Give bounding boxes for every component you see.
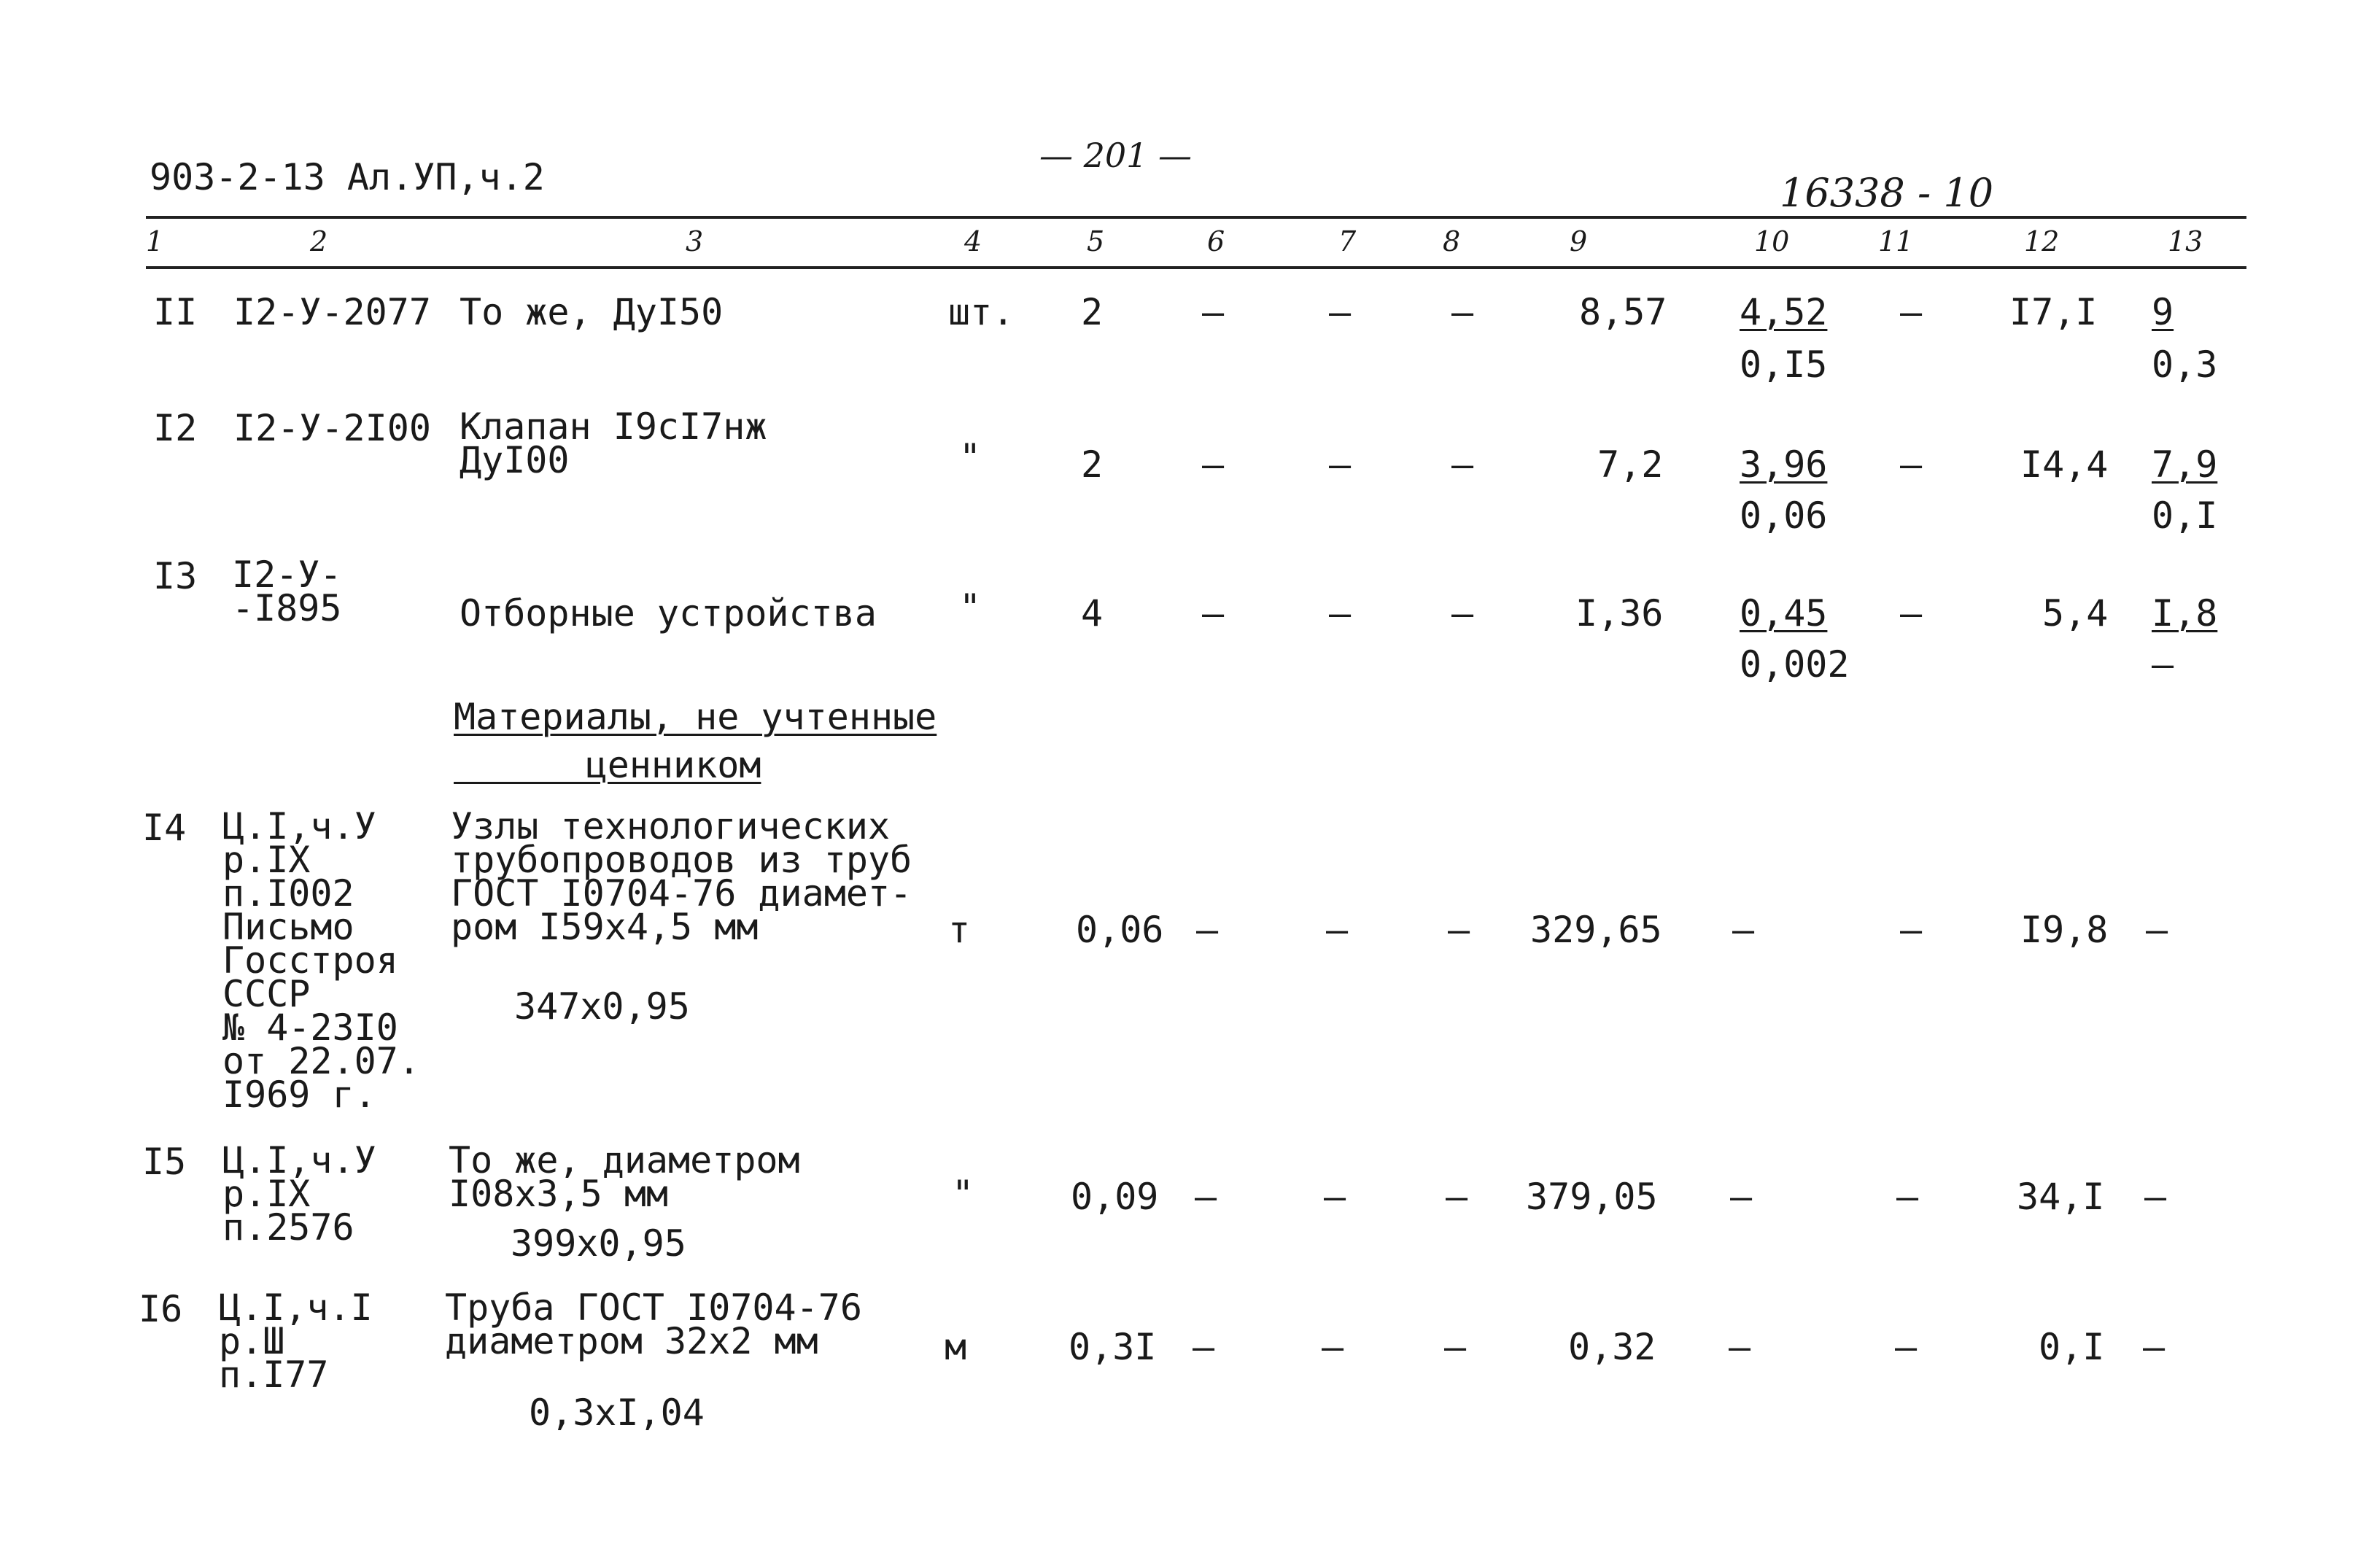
col7-value: –	[1329, 443, 1352, 486]
col11-value: –	[1900, 443, 1923, 486]
col10-numerator: 3,96	[1740, 443, 1828, 486]
document-code: 903-2-13 Ал.УП,ч.2	[150, 156, 545, 198]
col11-value: –	[1895, 1326, 1918, 1368]
column-header: 11	[1878, 225, 1914, 257]
unit-price: I,36	[1575, 592, 1664, 634]
col13-denominator: 0,3	[2152, 344, 2218, 386]
header-top-rule	[146, 216, 2246, 219]
total-cost: I9,8	[2020, 909, 2109, 951]
row-number: I6	[139, 1288, 183, 1330]
column-header: 1	[146, 225, 164, 257]
col13-numerator: 9	[2152, 291, 2174, 333]
page-number: — 201 —	[1039, 136, 1193, 175]
col13-numerator: 7,9	[2152, 443, 2218, 486]
quantity: 2	[1081, 443, 1104, 486]
calc-formula: 0,3хI,04	[529, 1392, 705, 1434]
col8-value: –	[1451, 291, 1474, 333]
col6-value: –	[1202, 291, 1225, 333]
item-name: Отборные устройства	[460, 592, 877, 634]
col10-numerator: 4,52	[1740, 291, 1828, 333]
col7-value: –	[1324, 1176, 1346, 1218]
column-header: 6	[1207, 225, 1225, 257]
unit-price: 379,05	[1526, 1176, 1658, 1218]
col10-value: –	[1730, 1176, 1753, 1218]
col10-denominator: 0,06	[1740, 494, 1828, 537]
unit: т	[948, 909, 971, 951]
col6-value: –	[1202, 592, 1225, 634]
header-bottom-rule	[146, 266, 2246, 269]
col10-numerator: 0,45	[1740, 592, 1828, 634]
col6-value: –	[1196, 909, 1219, 951]
col11-value: –	[1900, 291, 1923, 333]
col11-value: –	[1900, 592, 1923, 634]
quantity: 2	[1081, 291, 1104, 333]
unit-price: 7,2	[1597, 443, 1664, 486]
unit-price: 0,32	[1568, 1326, 1656, 1368]
col8-value: –	[1451, 592, 1474, 634]
col10-denominator: 0,002	[1740, 643, 1850, 686]
column-header: 5	[1087, 225, 1105, 257]
price-code: I2-У-2077	[233, 291, 431, 333]
col6-value: –	[1195, 1176, 1217, 1218]
total-cost: I7,I	[2009, 291, 2098, 333]
item-name: То же, диаметром I08х3,5 мм	[449, 1139, 800, 1215]
col11-value: –	[1896, 1176, 1919, 1218]
unit-price: 8,57	[1579, 291, 1667, 333]
col8-value: –	[1448, 909, 1470, 951]
row-number: I3	[153, 555, 198, 597]
col13-denominator: 0,I	[2152, 494, 2218, 537]
column-header: 8	[1443, 225, 1461, 257]
price-code: Ц.I,ч.I р.Ш п.I77	[219, 1286, 373, 1396]
row-number: I5	[142, 1141, 187, 1183]
col10-value: –	[1732, 909, 1755, 951]
item-name: Труба ГОСТ I0704-76 диаметром 32х2 мм	[445, 1286, 862, 1362]
total-cost: I4,4	[2020, 443, 2109, 486]
col8-value: –	[1451, 443, 1474, 486]
total-cost: 5,4	[2042, 592, 2109, 634]
col6-value: –	[1193, 1326, 1215, 1368]
total-cost: 34,I	[2017, 1176, 2105, 1218]
total-cost: 0,I	[2039, 1326, 2105, 1368]
col10-value: –	[1729, 1326, 1751, 1368]
col7-value: –	[1329, 291, 1352, 333]
col13-value: –	[2144, 1176, 2167, 1218]
column-header: 10	[1754, 225, 1790, 257]
unit: "	[959, 436, 982, 478]
quantity: 0,06	[1076, 909, 1164, 951]
col7-value: –	[1326, 909, 1349, 951]
column-header: 2	[310, 225, 328, 257]
price-code: I2-У- -I895	[232, 554, 342, 629]
unit: "	[952, 1173, 974, 1215]
col13-numerator: I,8	[2152, 592, 2218, 634]
col11-value: –	[1900, 909, 1923, 951]
row-number: I2	[153, 407, 198, 449]
unit: "	[959, 586, 982, 629]
unit: шт.	[948, 291, 1015, 333]
row-number: II	[153, 291, 198, 333]
col8-value: –	[1444, 1326, 1467, 1368]
column-header: 13	[2168, 225, 2203, 257]
calc-formula: 347х0,95	[514, 985, 690, 1028]
col7-value: –	[1322, 1326, 1344, 1368]
item-name: Узлы технологических трубопроводов из труб ГОСТ I0704-76 диамет- ром I59х4,5 мм	[451, 805, 912, 948]
col13-value: –	[2143, 1326, 2166, 1368]
quantity: 4	[1081, 592, 1104, 634]
calc-formula: 399х0,95	[511, 1222, 686, 1265]
column-header: 4	[964, 225, 982, 257]
row-number: I4	[142, 807, 187, 849]
col13-denominator: –	[2152, 643, 2174, 686]
quantity: 0,3I	[1069, 1326, 1157, 1368]
price-code: I2-У-2I00	[233, 407, 431, 449]
quantity: 0,09	[1071, 1176, 1159, 1218]
col7-value: –	[1329, 592, 1352, 634]
price-code: Ц.I,ч.У р.IX п.2576	[222, 1139, 376, 1249]
col8-value: –	[1446, 1176, 1468, 1218]
column-header: 7	[1338, 225, 1357, 257]
price-code: Ц.I,ч.У р.IX п.I002 Письмо Госстроя СССР № 4-23I0 от 22.07. I969 г.	[222, 805, 420, 1116]
column-header: 9	[1570, 225, 1588, 257]
col10-denominator: 0,I5	[1740, 344, 1828, 386]
item-name: Клапан I9сI7нж ДуI00	[460, 405, 767, 481]
section-title: Материалы, не учтенные ценником	[454, 696, 937, 786]
unit: м	[945, 1326, 967, 1368]
col6-value: –	[1202, 443, 1225, 486]
col13-value: –	[2146, 909, 2168, 951]
unit-price: 329,65	[1530, 909, 1662, 951]
archive-number: 16338 - 10	[1780, 170, 1994, 216]
column-header: 12	[2024, 225, 2060, 257]
column-header: 3	[686, 225, 704, 257]
item-name: То же, ДуI50	[460, 291, 724, 333]
